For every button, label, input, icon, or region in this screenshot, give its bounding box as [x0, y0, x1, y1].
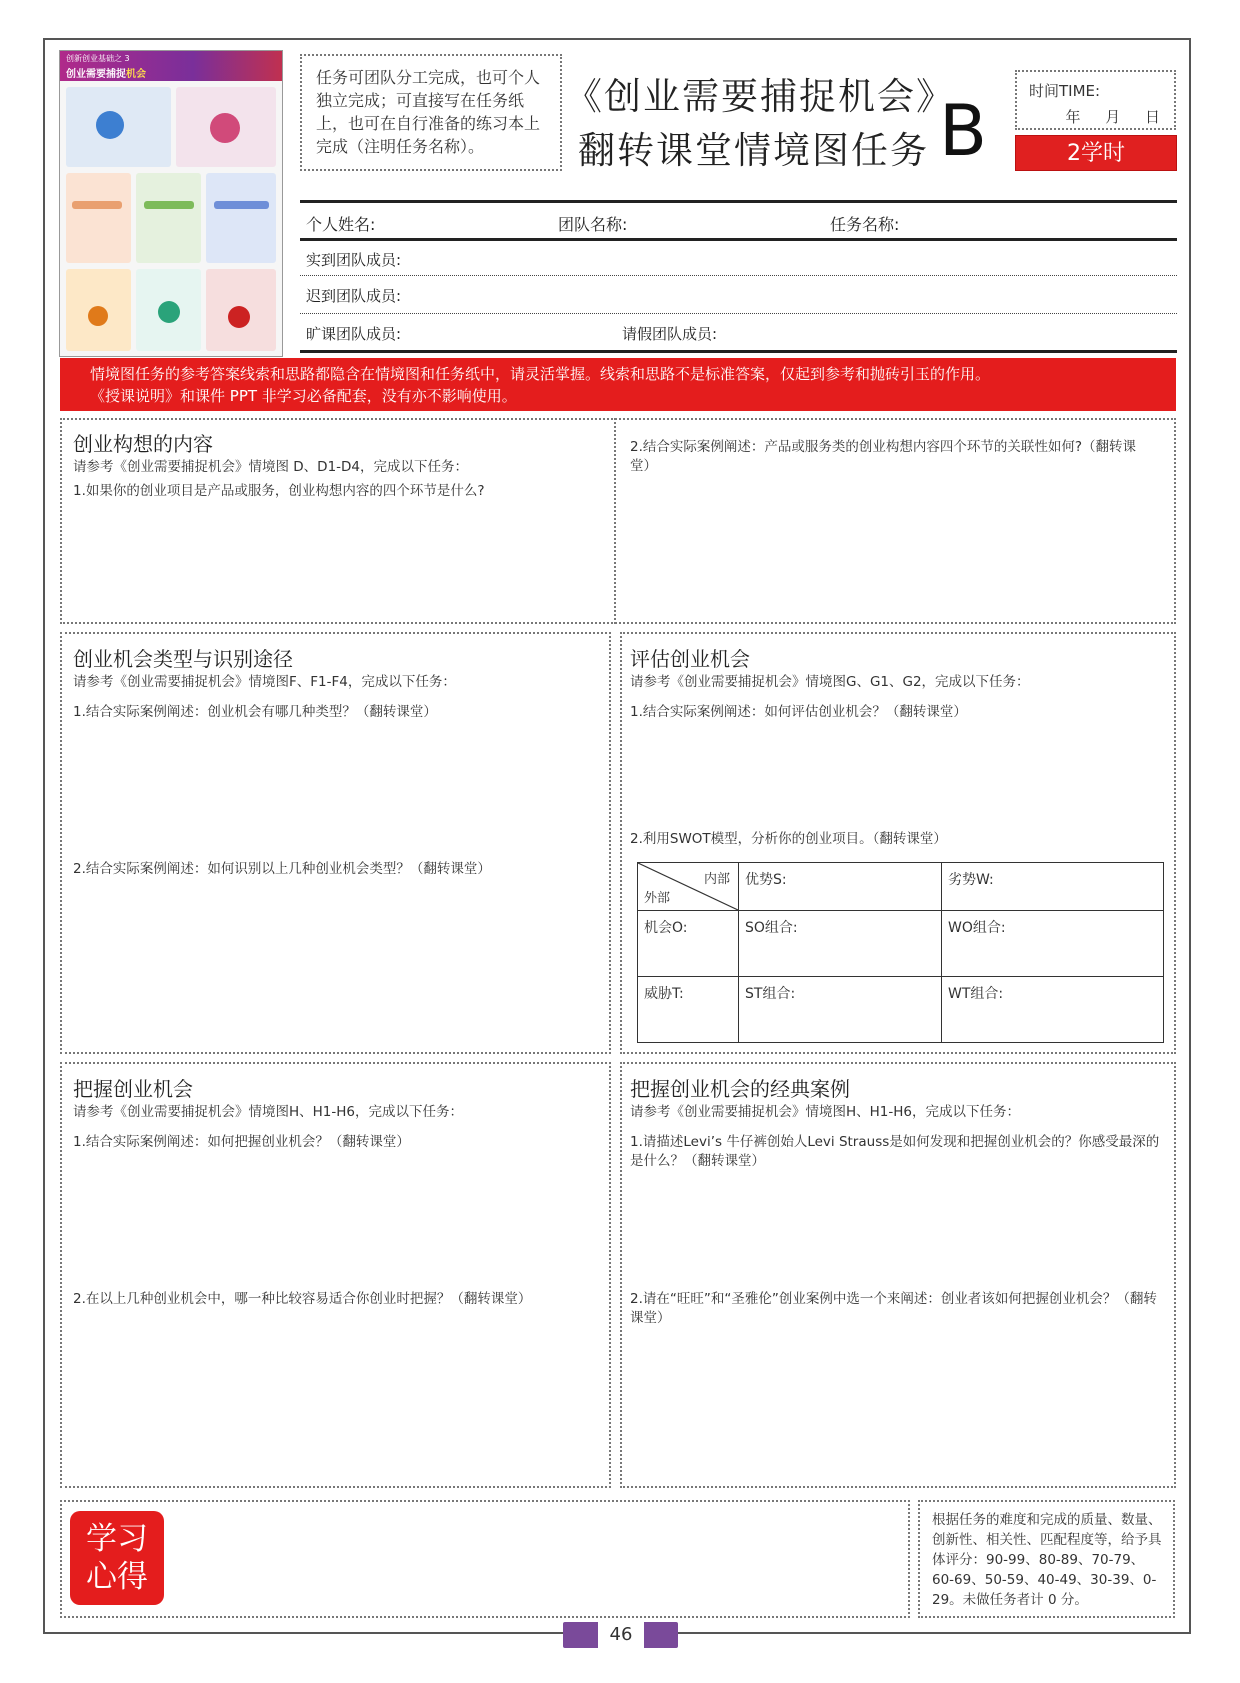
swot-corner	[638, 863, 739, 911]
section-title: 把握创业机会的经典案例	[630, 1077, 850, 1101]
scoring-note: 根据任务的难度和完成的质量、数量、创新性、相关性、匹配程度等，给予具体评分：90-99、80-89、70-79、60-69、50-59、40-49、30-39、0-29。未做任务者计 0 分。	[918, 1500, 1175, 1618]
question: 1.结合实际案例阐述：如何把握创业机会？（翻转课堂）	[73, 1134, 410, 1150]
section-reference: 请参考《创业需要捕捉机会》情境图H、H1-H6，完成以下任务：	[630, 1104, 1021, 1120]
divider	[300, 313, 1177, 314]
thumbnail-header	[60, 51, 282, 81]
question: 2.利用SWOT模型，分析你的创业项目。（翻转课堂）	[630, 831, 947, 847]
page-title-line2: 翻转课堂情境图任务	[578, 129, 929, 172]
field-absent-members[interactable]: 旷课团队成员:	[306, 325, 402, 343]
section-title: 创业机会类型与识别途径	[73, 647, 293, 671]
stamp-line2: 心得	[86, 1559, 148, 1595]
field-late-members[interactable]: 迟到团队成员:	[306, 287, 402, 305]
time-label: 时间TIME:	[1029, 82, 1101, 100]
question: 1.请描述Levi’s 牛仔裤创始人Levi Strauss是如何发现和把握创业机会的？你感受最深的是什么？（翻转课堂）	[630, 1134, 1160, 1169]
question: 2.结合实际案例阐述：产品或服务类的创业构想内容四个环节的关联性如何?（翻转课堂）	[630, 439, 1137, 474]
swot-strength[interactable]: 优势S:	[739, 863, 942, 911]
section-classic-cases	[620, 1062, 1176, 1488]
question: 2.在以上几种创业机会中，哪一种比较容易适合你创业时把握？（翻转课堂）	[73, 1291, 532, 1307]
section-divider	[614, 418, 616, 624]
divider	[300, 238, 1177, 241]
divider	[300, 275, 1177, 276]
swot-outer-label: 外部	[644, 891, 671, 906]
swot-so[interactable]: SO组合:	[739, 911, 942, 977]
thumb-block	[66, 173, 131, 263]
swot-st[interactable]: ST组合:	[739, 977, 942, 1043]
field-team[interactable]: 团队名称:	[558, 215, 628, 234]
swot-opportunity[interactable]: 机会O:	[638, 911, 739, 977]
page-number: 46	[598, 1618, 644, 1652]
section-seize-opportunity	[60, 1062, 611, 1488]
question: 1.结合实际案例阐述：创业机会有哪几种类型？（翻转课堂）	[73, 704, 437, 720]
thumb-dot	[88, 306, 108, 326]
thumb-dot	[158, 301, 180, 323]
section-title: 评估创业机会	[630, 647, 750, 671]
learning-notes-box[interactable]	[60, 1500, 910, 1618]
thumb-bar	[72, 201, 122, 209]
thumb-dot	[210, 113, 240, 143]
hours-badge: 2学时	[1015, 135, 1177, 171]
thumb-block	[206, 173, 276, 263]
section-reference: 请参考《创业需要捕捉机会》情境图F、F1-F4，完成以下任务：	[73, 674, 456, 690]
divider	[300, 200, 1177, 203]
field-name[interactable]: 个人姓名:	[306, 215, 376, 234]
date-fields: 年 月 日	[1065, 108, 1160, 126]
section-opportunity-types	[60, 632, 611, 1054]
field-task[interactable]: 任务名称:	[830, 215, 900, 234]
field-present-members[interactable]: 实到团队成员:	[306, 251, 402, 269]
learning-notes-stamp	[70, 1511, 164, 1605]
question: 2.请在“旺旺”和“圣雅伦”创业案例中选一个来阐述：创业者该如何把握创业机会？（翻转课堂）	[630, 1291, 1157, 1326]
time-box[interactable]	[1015, 70, 1176, 130]
swot-wo[interactable]: WO组合:	[942, 911, 1164, 977]
thumb-bar	[214, 201, 269, 209]
stamp-line1: 学习	[86, 1521, 148, 1557]
section-title: 把握创业机会	[73, 1077, 193, 1101]
question: 1.如果你的创业项目是产品或服务，创业构想内容的四个环节是什么?	[73, 483, 485, 499]
swot-inner-label: 内部	[703, 872, 730, 887]
swot-table	[637, 862, 1164, 1043]
divider	[300, 350, 1177, 353]
notice-line2: 《授课说明》和课件 PPT 非学习必备配套，没有亦不影响使用。	[90, 387, 517, 405]
swot-threat[interactable]: 威胁T:	[638, 977, 739, 1043]
page-title-line1: 《创业需要捕捉机会》	[565, 75, 955, 118]
notice-line1: 情境图任务的参考答案线索和思路都隐含在情境图和任务纸中，请灵活掌握。线索和思路不是标准答案，仅起到参考和抛砖引玉的作用。	[90, 365, 991, 383]
section-title: 创业构想的内容	[73, 432, 213, 456]
question: 2.结合实际案例阐述：如何识别以上几种创业机会类型？（翻转课堂）	[73, 861, 491, 877]
swot-wt[interactable]: WT组合:	[942, 977, 1164, 1043]
swot-weakness[interactable]: 劣势W:	[942, 863, 1164, 911]
situation-map-thumbnail	[59, 50, 283, 357]
field-leave-members[interactable]: 请假团队成员:	[622, 325, 718, 343]
notice-banner	[60, 358, 1176, 411]
thumb-dot	[96, 111, 124, 139]
task-instructions: 任务可团队分工完成，也可个人独立完成；可直接写在任务纸上，也可在自行准备的练习本上完成（注明任务名称）。	[300, 54, 562, 171]
thumb-dot	[228, 306, 250, 328]
question: 1.结合实际案例阐述：如何评估创业机会？（翻转课堂）	[630, 704, 967, 720]
thumb-block	[136, 173, 201, 263]
thumbnail-title: 创业需要捕捉机会	[66, 69, 146, 80]
task-letter: B	[939, 90, 988, 172]
thumb-bar	[144, 201, 194, 209]
section-reference: 请参考《创业需要捕捉机会》情境图H、H1-H6，完成以下任务：	[73, 1104, 464, 1120]
section-reference: 请参考《创业需要捕捉机会》情境图 D、D1-D4，完成以下任务：	[73, 459, 469, 475]
thumbnail-series: 创新创业基础之 3	[66, 54, 130, 63]
section-reference: 请参考《创业需要捕捉机会》情境图G、G1、G2，完成以下任务：	[630, 674, 1030, 690]
